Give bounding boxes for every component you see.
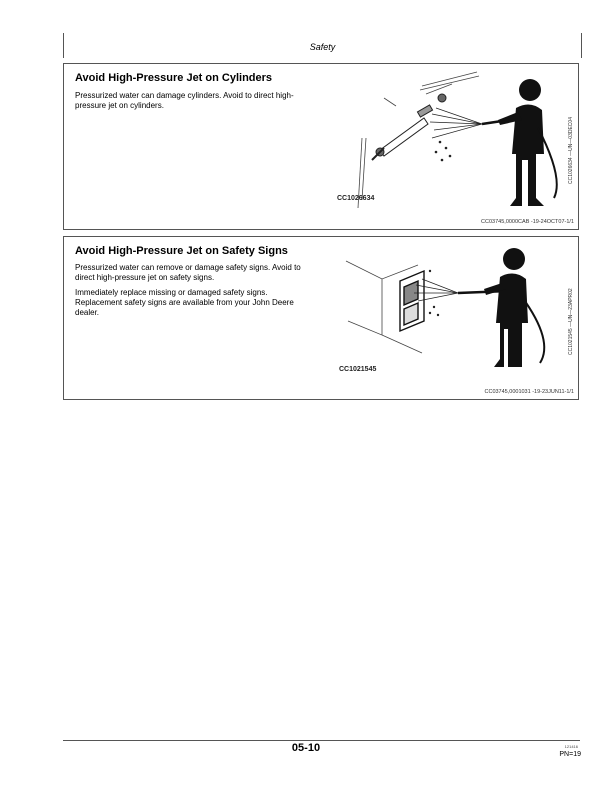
footer-rule [63, 740, 580, 741]
pressure-washer-safety-sign-illustration [338, 241, 564, 367]
page-number: 05-10 [291, 742, 321, 754]
section-paragraph: Pressurized water can remove or damage safety signs. Avoid to direct high-pressure jet on safety signs. [75, 263, 301, 282]
reference-code: CC03745,0000CAB -19-24OCT07-1/1 [481, 219, 574, 225]
figure-id: CC1021545 [339, 366, 377, 373]
section-paragraph: Immediately replace missing or damaged safety signs. Replacement safety signs are available from your John Deere dealer. [75, 288, 294, 317]
safety-section-cylinders [63, 63, 579, 230]
footer-pn: PN=19 [559, 751, 581, 758]
figure-side-code: CC1021545 —UN—23APR02 [568, 288, 574, 355]
reference-code: CC03745,0001031 -19-23JUN11-1/1 [484, 389, 574, 395]
header-title: Safety [309, 42, 336, 52]
section-title: Avoid High-Pressure Jet on Safety Signs [75, 245, 288, 257]
section-title: Avoid High-Pressure Jet on Cylinders [75, 72, 273, 84]
figure-id: CC1026634 [337, 195, 375, 202]
section-paragraph: Pressurized water can damage cylinders. Avoid to direct high-pressure jet on cylinders. [75, 91, 294, 110]
header-frame [63, 33, 582, 58]
section-body [75, 263, 315, 323]
section-body [75, 91, 315, 116]
footer-code: 121416 [564, 744, 578, 749]
safety-section-safety-signs [63, 236, 579, 400]
figure-side-code: CC1026634 —UN—03DEC04 [568, 117, 574, 184]
